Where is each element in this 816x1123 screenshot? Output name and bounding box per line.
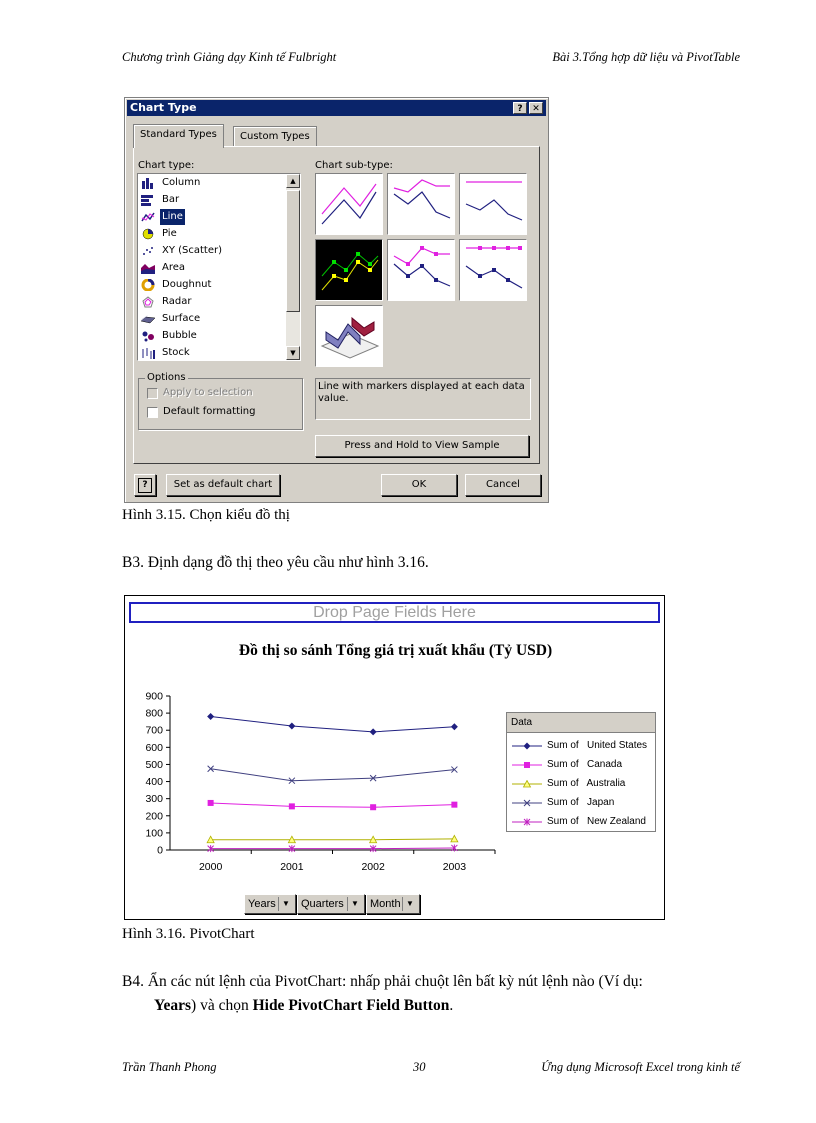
legend-swatch [511, 799, 543, 807]
3d-line-subtype-icon [316, 306, 382, 366]
x-tick-label: 2000 [198, 861, 223, 873]
legend-label: Sum of Canada [547, 759, 623, 770]
y-tick-label: 800 [145, 707, 163, 720]
subtype-line[interactable] [315, 173, 383, 235]
help-button[interactable]: ? [513, 102, 527, 114]
legend-marker [524, 762, 530, 768]
legend-label: Sum of Japan [547, 797, 615, 808]
subtype-description: Line with markers displayed at each data value. [315, 378, 531, 420]
dropdown-arrow-icon[interactable]: ▼ [347, 897, 362, 911]
legend-swatch [511, 761, 543, 769]
list-item[interactable] [140, 260, 284, 276]
apply-to-selection-label: Apply to selection [163, 387, 253, 398]
scatter-chart-icon [141, 245, 155, 257]
dropdown-arrow-icon[interactable]: ▼ [402, 897, 417, 911]
b4-bold-command: Hide PivotChart Field Button [252, 997, 450, 1014]
y-tick-label: 400 [145, 776, 163, 789]
y-tick-label: 500 [145, 758, 163, 771]
b4-text-end: . [449, 997, 454, 1014]
list-item[interactable] [140, 192, 284, 208]
header-left: Chương trình Giảng dạy Kinh tế Fulbright [122, 50, 337, 64]
list-item-label: Area [162, 262, 186, 273]
footer-author: Trần Thanh Phong [122, 1060, 217, 1074]
y-tick-label: 900 [145, 690, 163, 703]
field-button-label: Years [248, 898, 276, 910]
y-tick-label: 0 [157, 844, 163, 857]
default-formatting-checkbox[interactable] [147, 407, 158, 418]
subtype-stacked-line[interactable] [387, 173, 455, 235]
chart-title: Đồ thị so sánh Tổng giá trị xuất khẩu (Tỷ USD) [238, 642, 553, 659]
pivot-chart [124, 595, 665, 920]
list-item[interactable] [140, 328, 284, 344]
y-tick-label: 700 [145, 724, 163, 737]
set-default-chart-button[interactable]: Set as default chart [166, 474, 280, 496]
data-point [370, 804, 376, 810]
list-item-label: Doughnut [162, 279, 212, 290]
radar-chart-icon [141, 296, 155, 308]
tab-custom-types[interactable]: Custom Types [233, 126, 317, 147]
chart-type-list[interactable] [137, 173, 301, 361]
legend-label: Sum of United States [547, 740, 648, 751]
list-item[interactable] [140, 311, 284, 327]
footer-book-title: Ứng dụng Microsoft Excel trong kinh tế [541, 1060, 740, 1074]
chart-type-dialog [124, 97, 549, 503]
data-point [208, 800, 214, 806]
press-hold-sample-button[interactable]: Press and Hold to View Sample [315, 435, 529, 457]
scroll-thumb[interactable] [286, 190, 300, 312]
data-point [451, 723, 458, 730]
field-button-years[interactable] [244, 894, 296, 914]
full-stacked-line-subtype-icon [460, 174, 526, 234]
line-subtype-icon [316, 174, 382, 234]
cancel-button[interactable]: Cancel [465, 474, 541, 496]
series-line [211, 769, 455, 781]
legend-label: Sum of Australia [547, 778, 626, 789]
data-point [288, 722, 295, 729]
chart-plot-area [125, 596, 505, 876]
field-button-quarters[interactable] [297, 894, 365, 914]
b4-text-mid: ) và chọn [191, 997, 253, 1014]
subtype-100-stacked-line-markers[interactable] [459, 239, 527, 301]
list-item-label: Radar [162, 296, 192, 307]
list-item[interactable] [140, 226, 284, 242]
stock-chart-icon [141, 347, 155, 359]
series-line [211, 717, 455, 732]
ok-button[interactable]: OK [381, 474, 457, 496]
data-point [451, 802, 457, 808]
b4-text-prefix: B4. Ẩn các nút lệnh của PivotChart: nhấp phải chuột lên bất kỳ nút lệnh nào (Ví dụ: [122, 973, 643, 990]
surface-chart-icon [141, 313, 155, 325]
legend-swatch [511, 818, 543, 826]
office-assistant-button[interactable] [134, 474, 156, 496]
paragraph-b3: B3. Định dạng đồ thị theo yêu cầu như hình 3.16. [122, 554, 429, 571]
list-item-label: Line [160, 209, 185, 225]
series-line [211, 803, 455, 807]
default-formatting-label: Default formatting [163, 406, 256, 417]
data-point [370, 728, 377, 735]
dialog-title-bar [127, 100, 546, 116]
list-item-label: Bar [162, 194, 180, 205]
dropdown-arrow-icon[interactable]: ▼ [278, 897, 293, 911]
list-item[interactable] [140, 345, 284, 361]
y-tick-label: 200 [145, 810, 163, 823]
stacked-line-subtype-icon [388, 174, 454, 234]
y-tick-label: 600 [145, 741, 163, 754]
x-tick-label: 2002 [361, 861, 385, 873]
pie-chart-icon [141, 228, 155, 240]
series-line [211, 848, 455, 849]
doughnut-chart-icon [141, 279, 155, 291]
legend-label: Sum of New Zealand [547, 816, 646, 827]
x-tick-label: 2003 [442, 861, 467, 873]
list-item[interactable] [140, 175, 284, 191]
tab-standard-types[interactable]: Standard Types [133, 124, 224, 148]
paragraph-b4 [122, 970, 752, 1018]
series-line [211, 839, 455, 840]
options-group [138, 372, 303, 430]
list-item-label: Surface [162, 313, 201, 324]
drop-page-fields-zone[interactable]: Drop Page Fields Here [129, 602, 660, 623]
list-item[interactable] [140, 243, 284, 259]
area-chart-icon [141, 262, 155, 274]
help-assistant-icon: ? [138, 478, 152, 493]
list-item-label: Column [162, 177, 201, 188]
list-scrollbar[interactable] [286, 174, 300, 360]
subtype-line-markers-selected[interactable] [315, 239, 383, 301]
chart-subtype-label: Chart sub-type: [315, 160, 393, 171]
stacked-line-markers-subtype-icon [388, 240, 454, 300]
chart-legend [506, 712, 656, 832]
chart-subtype-grid [315, 173, 535, 367]
footer-page-number: 30 [413, 1060, 426, 1074]
list-item-label: Bubble [162, 330, 197, 341]
figure-caption-3-15: Hình 3.15. Chọn kiểu đồ thị [122, 507, 290, 523]
field-button-label: Quarters [301, 898, 344, 910]
field-button-label: Month [370, 898, 401, 910]
options-title: Options [147, 372, 186, 383]
column-chart-icon [141, 177, 155, 189]
list-item-selected[interactable] [140, 209, 284, 225]
close-button[interactable]: ✕ [529, 102, 543, 114]
line-chart-icon [141, 211, 155, 223]
dialog-title: Chart Type [130, 101, 197, 114]
legend-swatch [511, 780, 543, 788]
bubble-chart-icon [141, 330, 155, 342]
legend-swatch [511, 742, 543, 750]
bar-chart-icon [141, 194, 155, 206]
scroll-up-icon[interactable]: ▲ [286, 174, 300, 188]
field-button-month[interactable] [366, 894, 420, 914]
legend-title: Data [507, 713, 655, 733]
data-point [207, 713, 214, 720]
list-item-label: Stock [162, 347, 190, 358]
line-markers-subtype-icon [316, 240, 382, 300]
list-item[interactable] [140, 294, 284, 310]
data-point [289, 803, 295, 809]
list-item-label: Pie [162, 228, 177, 239]
subtype-3d-line[interactable] [315, 305, 383, 367]
subtype-100-stacked-line[interactable] [459, 173, 527, 235]
header-right: Bài 3.Tổng hợp dữ liệu và PivotTable [552, 50, 740, 64]
scroll-down-icon[interactable]: ▼ [286, 346, 300, 360]
y-tick-label: 300 [145, 793, 163, 806]
y-tick-label: 100 [145, 827, 163, 840]
list-item[interactable] [140, 277, 284, 293]
subtype-stacked-line-markers[interactable] [387, 239, 455, 301]
legend-marker [524, 743, 531, 750]
list-item-label: XY (Scatter) [162, 245, 223, 256]
apply-to-selection-checkbox[interactable] [147, 388, 158, 399]
chart-type-label: Chart type: [138, 160, 195, 171]
figure-caption-3-16: Hình 3.16. PivotChart [122, 926, 255, 942]
b4-bold-years: Years [154, 997, 192, 1014]
x-tick-label: 2001 [280, 861, 304, 873]
full-stacked-line-markers-subtype-icon [460, 240, 526, 300]
